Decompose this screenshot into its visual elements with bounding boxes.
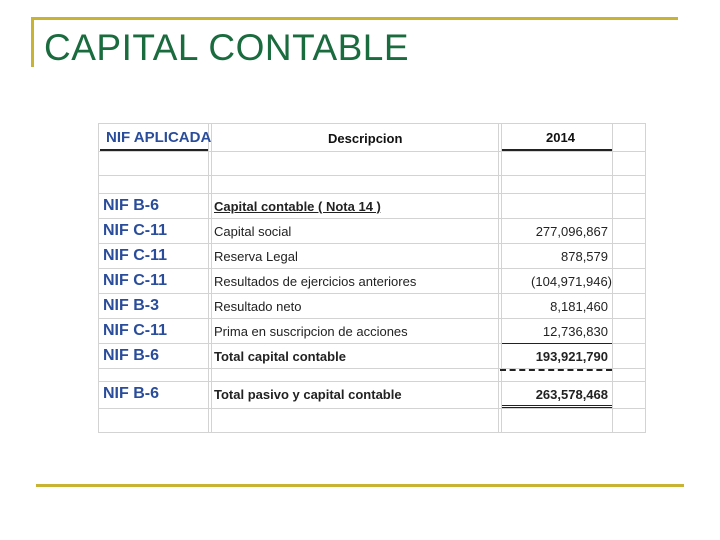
grid-line <box>98 151 646 152</box>
grid-line <box>208 123 209 433</box>
row-description: Resultados de ejercicios anteriores <box>214 274 417 289</box>
slide-title: CAPITAL CONTABLE <box>44 27 410 68</box>
row-amount: (104,971,946) <box>531 274 612 289</box>
total-capital-dashed-rule <box>500 369 612 371</box>
grid-line <box>98 293 646 294</box>
header-underline-year <box>502 149 612 151</box>
grid-line <box>98 193 646 194</box>
row-description: Resultado neto <box>214 299 302 314</box>
row-amount: 878,579 <box>561 249 608 264</box>
grid-line <box>98 123 99 433</box>
total-liabilities-equity-description: Total pasivo y capital contable <box>214 387 402 402</box>
header-nif-applied: NIF APLICADA <box>106 129 212 146</box>
header-underline-nif <box>100 149 208 151</box>
grid-line <box>98 268 646 269</box>
total-capital-description: Total capital contable <box>214 349 346 364</box>
total-liabilities-equity-amount: 263,578,468 <box>535 387 608 402</box>
total-liabilities-equity-nif: NIF B-6 <box>103 385 159 402</box>
section-heading-nif: NIF B-6 <box>103 197 159 214</box>
grid-line <box>98 381 646 382</box>
row-amount: 12,736,830 <box>542 324 608 339</box>
grid-line <box>98 123 646 124</box>
row-description: Capital social <box>214 224 292 239</box>
title-frame-left-rule <box>31 17 34 67</box>
grid-line <box>98 175 646 176</box>
section-heading-description: Capital contable ( Nota 14 ) <box>214 199 381 214</box>
grid-line <box>645 123 646 433</box>
total-capital-nif: NIF B-6 <box>103 347 159 364</box>
row-amount: 277,096,867 <box>535 224 608 239</box>
row-nif: NIF C-11 <box>103 247 168 264</box>
header-description: Descripcion <box>328 131 403 146</box>
slide-bottom-rule <box>36 484 684 487</box>
grid-line <box>98 408 646 409</box>
grid-line <box>98 432 646 433</box>
row-nif: NIF C-11 <box>103 322 168 339</box>
row-amount: 8,181,460 <box>550 299 608 314</box>
grand-total-double-rule <box>502 405 612 408</box>
grid-line <box>98 318 646 319</box>
row-nif: NIF C-11 <box>103 272 168 289</box>
balance-sheet-table <box>98 123 646 433</box>
grid-line <box>98 243 646 244</box>
row-nif: NIF C-11 <box>103 222 168 239</box>
grid-line <box>211 123 212 433</box>
total-capital-amount: 193,921,790 <box>535 349 608 364</box>
grid-line <box>612 123 613 433</box>
row-nif: NIF B-3 <box>103 297 159 314</box>
header-year: 2014 <box>546 130 575 145</box>
grid-line <box>98 218 646 219</box>
subtotal-rule <box>502 343 612 344</box>
title-frame-top-rule <box>31 17 678 20</box>
grid-line <box>498 123 499 433</box>
row-description: Prima en suscripcion de acciones <box>214 324 408 339</box>
row-description: Reserva Legal <box>214 249 298 264</box>
grid-line <box>501 123 502 433</box>
